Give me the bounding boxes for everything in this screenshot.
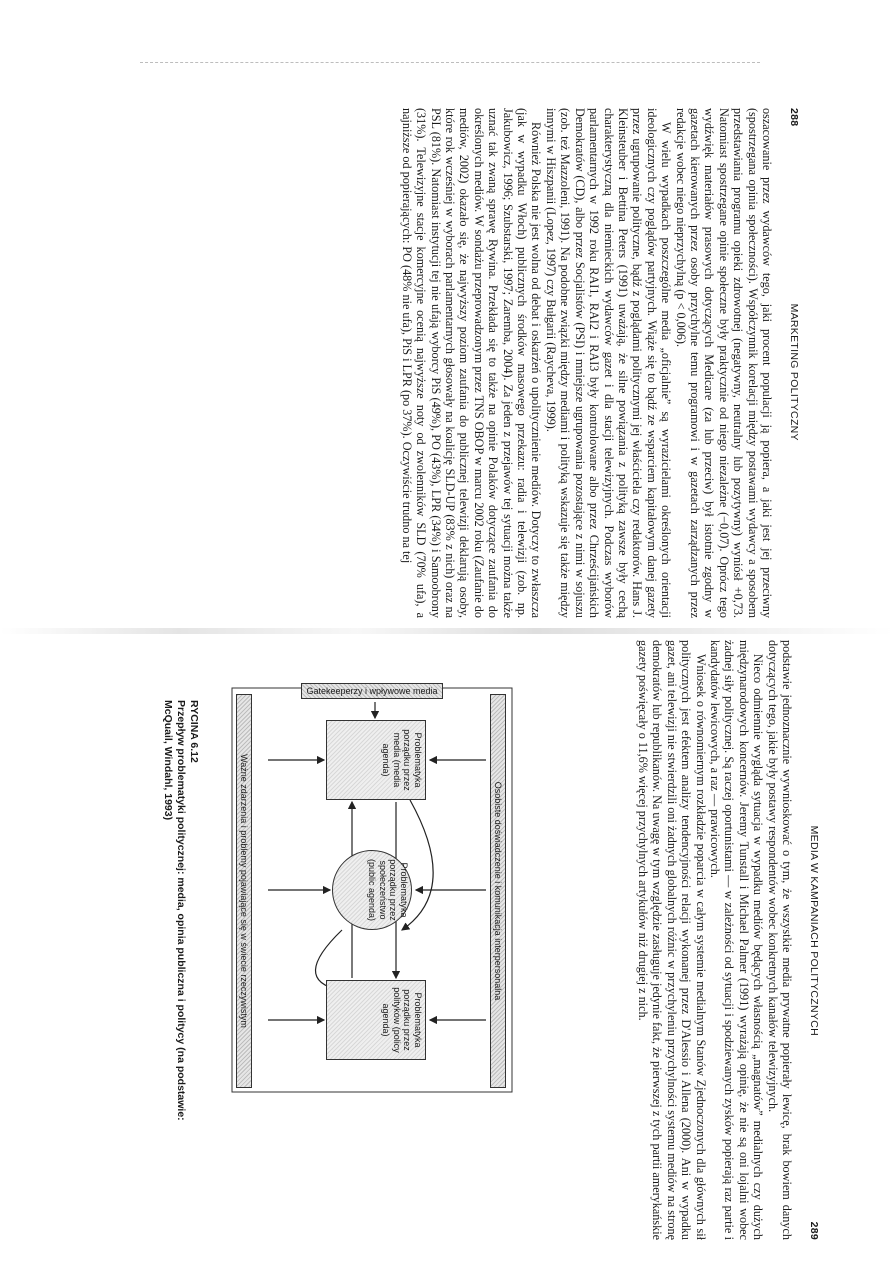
left-page-header <box>788 108 800 618</box>
right-paragraph-3: Wniosek o równomiernym rozkładzie poparcia w całym systemie medialnym Stanów Zjednoczonych dla głównych sił politycznych jest efektem analizy tendencyjności relacji wykonanej przez D'Alessio i Allena (2000). Ani w wypadku gazet, ani telewizji nie stwierdzili oni żadnych globalnych różnic w przychyleniu przychylności systemu mediów na stronę demokratów lub republikanów. Na uwagę w tym względzie zasługuje jedynie fakt, że pierwszej z tych partii amerykańskie gazety poświęcały o 11,6% więcej przychylnych artykułów niż drugiej z nich. <box>635 640 708 1240</box>
right-paragraph-2: Nieco odmiennie wygląda sytuacja w wypadku mediów będących własnością „magnatów” medialnych czy dużych międzynarodowych koncernów. Jeremy Tunstall i Michael Palmer (1991) wyrażają opinię, że nie są oni lojalni wobec żadnej siły politycznej. Są raczej oportunistami — w zależności od sytuacji i spodziewanych zysków popierają raz partie i kandydatów lewicowych, a raz — prawicowych. <box>707 640 766 1240</box>
right-paragraph-1: podstawie jednoznacznie wywnioskować o tym, że wszystkie media prywatne popierały lewicę, brak bowiem danych dotyczących tego, jakie były postawy respondentów wobec konkretnych kanałów telewizyjnych. <box>765 640 794 1240</box>
gatekeepers-band: Gatekeeperzy i wpływowe media <box>301 683 443 699</box>
box-media-agenda: Problematyka porządku przez media (media agenda) <box>326 720 426 800</box>
figure-caption-text: Przepływ problematyki politycznej: media, opinia publiczna i politycy (na podstawie: McQuail, Windahl, 1993) <box>162 700 187 1121</box>
left-paragraph-1: oszacowanie przez wydawców tego, jaki procent populacji ją popiera, a jaki jest jej przeciwny (spostrzegana opinia społeczności). Współczynnik korelacji między postawami wydawcy a sposobem przedstawiania programu opieki zdrowotnej (negatywny, neutralny lub pozytywny) wyniósł +0,73. Natomiast spostrzegane opinie społeczne były praktycznie od niego niezależne (−0,07). Oprócz tego wydźwięk materiałów prasowych dotyczących Medicare (za lub przeciw) był istotnie zgodny w gazetach kierowanych przez osoby przychylne temu programowi i w gazetach zarządzanych przez redakcje wobec niego nieprzychylną (p < 0,006). <box>673 108 774 618</box>
left-paragraph-3: Również Polska nie jest wolna od debat i oskarżeń o upolitycznienie mediów. Dotyczy to zwłaszcza (jak w wypadku Włoch) publicznych środków masowego przekazu: radia i telewizji (zob. np. Jakubowicz, 1996; Szubstarski, 1997; Zaremba, 2004). Za jeden z przejawów tej sytuacji można także uznać tak zwaną sprawę Rywina. Przekłada się to także na opinie Polaków dotyczące zaufania do określonych mediów. W sondażu przeprowadzonym przez TNS OBOP w marcu 2002 roku (Zaufanie do mediów, 2002) okazało się, że najwyższy poziom zaufania do publicznej telewizji deklarują osoby, które rok wcześniej w wyborach parlamentarnych głosowały na koalicję SLD-UP (83% z nich) oraz na PSL (81%). Natomiast instytucji tej nie ufają wyborcy PiS (49%), PO (43%), LPR (34%) i Samoobrony (31%). Telewizyjne stacje komercyjne ocenią najwyższe noty od zwolenników SLD (70% ufa), a najniższe od popierających: PO (48% nie ufa), PiS i LPR (po 37%). Oczywiście trudno na tej <box>399 108 544 618</box>
left-page-number: 288 <box>788 108 800 127</box>
box-public-agenda: Problematyka porządku przez społeczeństwo (public agenda) <box>332 850 412 930</box>
right-page-header <box>808 640 820 1240</box>
figure-agenda-flow <box>220 680 520 1100</box>
right-running-head: MEDIA W KAMPANIACH POLITYCZNYCH <box>808 825 820 1036</box>
box-policy-agenda: Problematyka porządku przez polityków (policy agenda) <box>326 980 426 1060</box>
left-page <box>80 108 800 618</box>
left-paragraph-2: W wielu wypadkach poszczególne media „oficjalnie” są wyrazicielami określonych orientacji ideologicznych czy poglądów partyjnych. Wiąże się to bądź ze wsparciem kapitałowym danej gazety przez ugrupowanie polityczne, bądź z poglądami politycznymi jej właściciela czy redaktorów. Hans J. Kleinsteuber i Bettina Peters (1991) uważają, że silne powiązania z polityką zawsze były cechą charakterystyczną dla niemieckich wydawców gazet i dla stacji telewizyjnych. Podczas wyborów parlamentarnych w 1992 roku RAI1, RAI2 i RAI3 były kontrolowane albo przez Chrześcijańskich Demokratów (CD), albo przez Socjalistów (PSI) i mniejsze ugrupowania pozostające z nimi w sojuszu (zob. też Mazzoleni, 1991). Na podobne związki między mediami i polityką wskazuje się także między innymi w Hiszpanii (Lopez, 1997) czy Bułgarii (Raycheva, 1999). <box>543 108 674 618</box>
bottom-label-band: Ważne zdarzenia i problemy pojawiające się w świecie rzeczywistym <box>236 694 252 1088</box>
figure-caption <box>161 700 200 1140</box>
left-running-head: MARKETING POLITYCZNY <box>788 303 800 441</box>
scan-edge-line <box>140 62 760 64</box>
scan-gutter <box>0 628 893 634</box>
top-label-band: Osobiste doświadczenie i komunikacja interpersonalna <box>490 694 506 1088</box>
right-page-number: 289 <box>808 1221 820 1240</box>
right-page <box>80 640 820 1240</box>
figure-caption-title: RYCINA 6.12 <box>188 700 200 763</box>
